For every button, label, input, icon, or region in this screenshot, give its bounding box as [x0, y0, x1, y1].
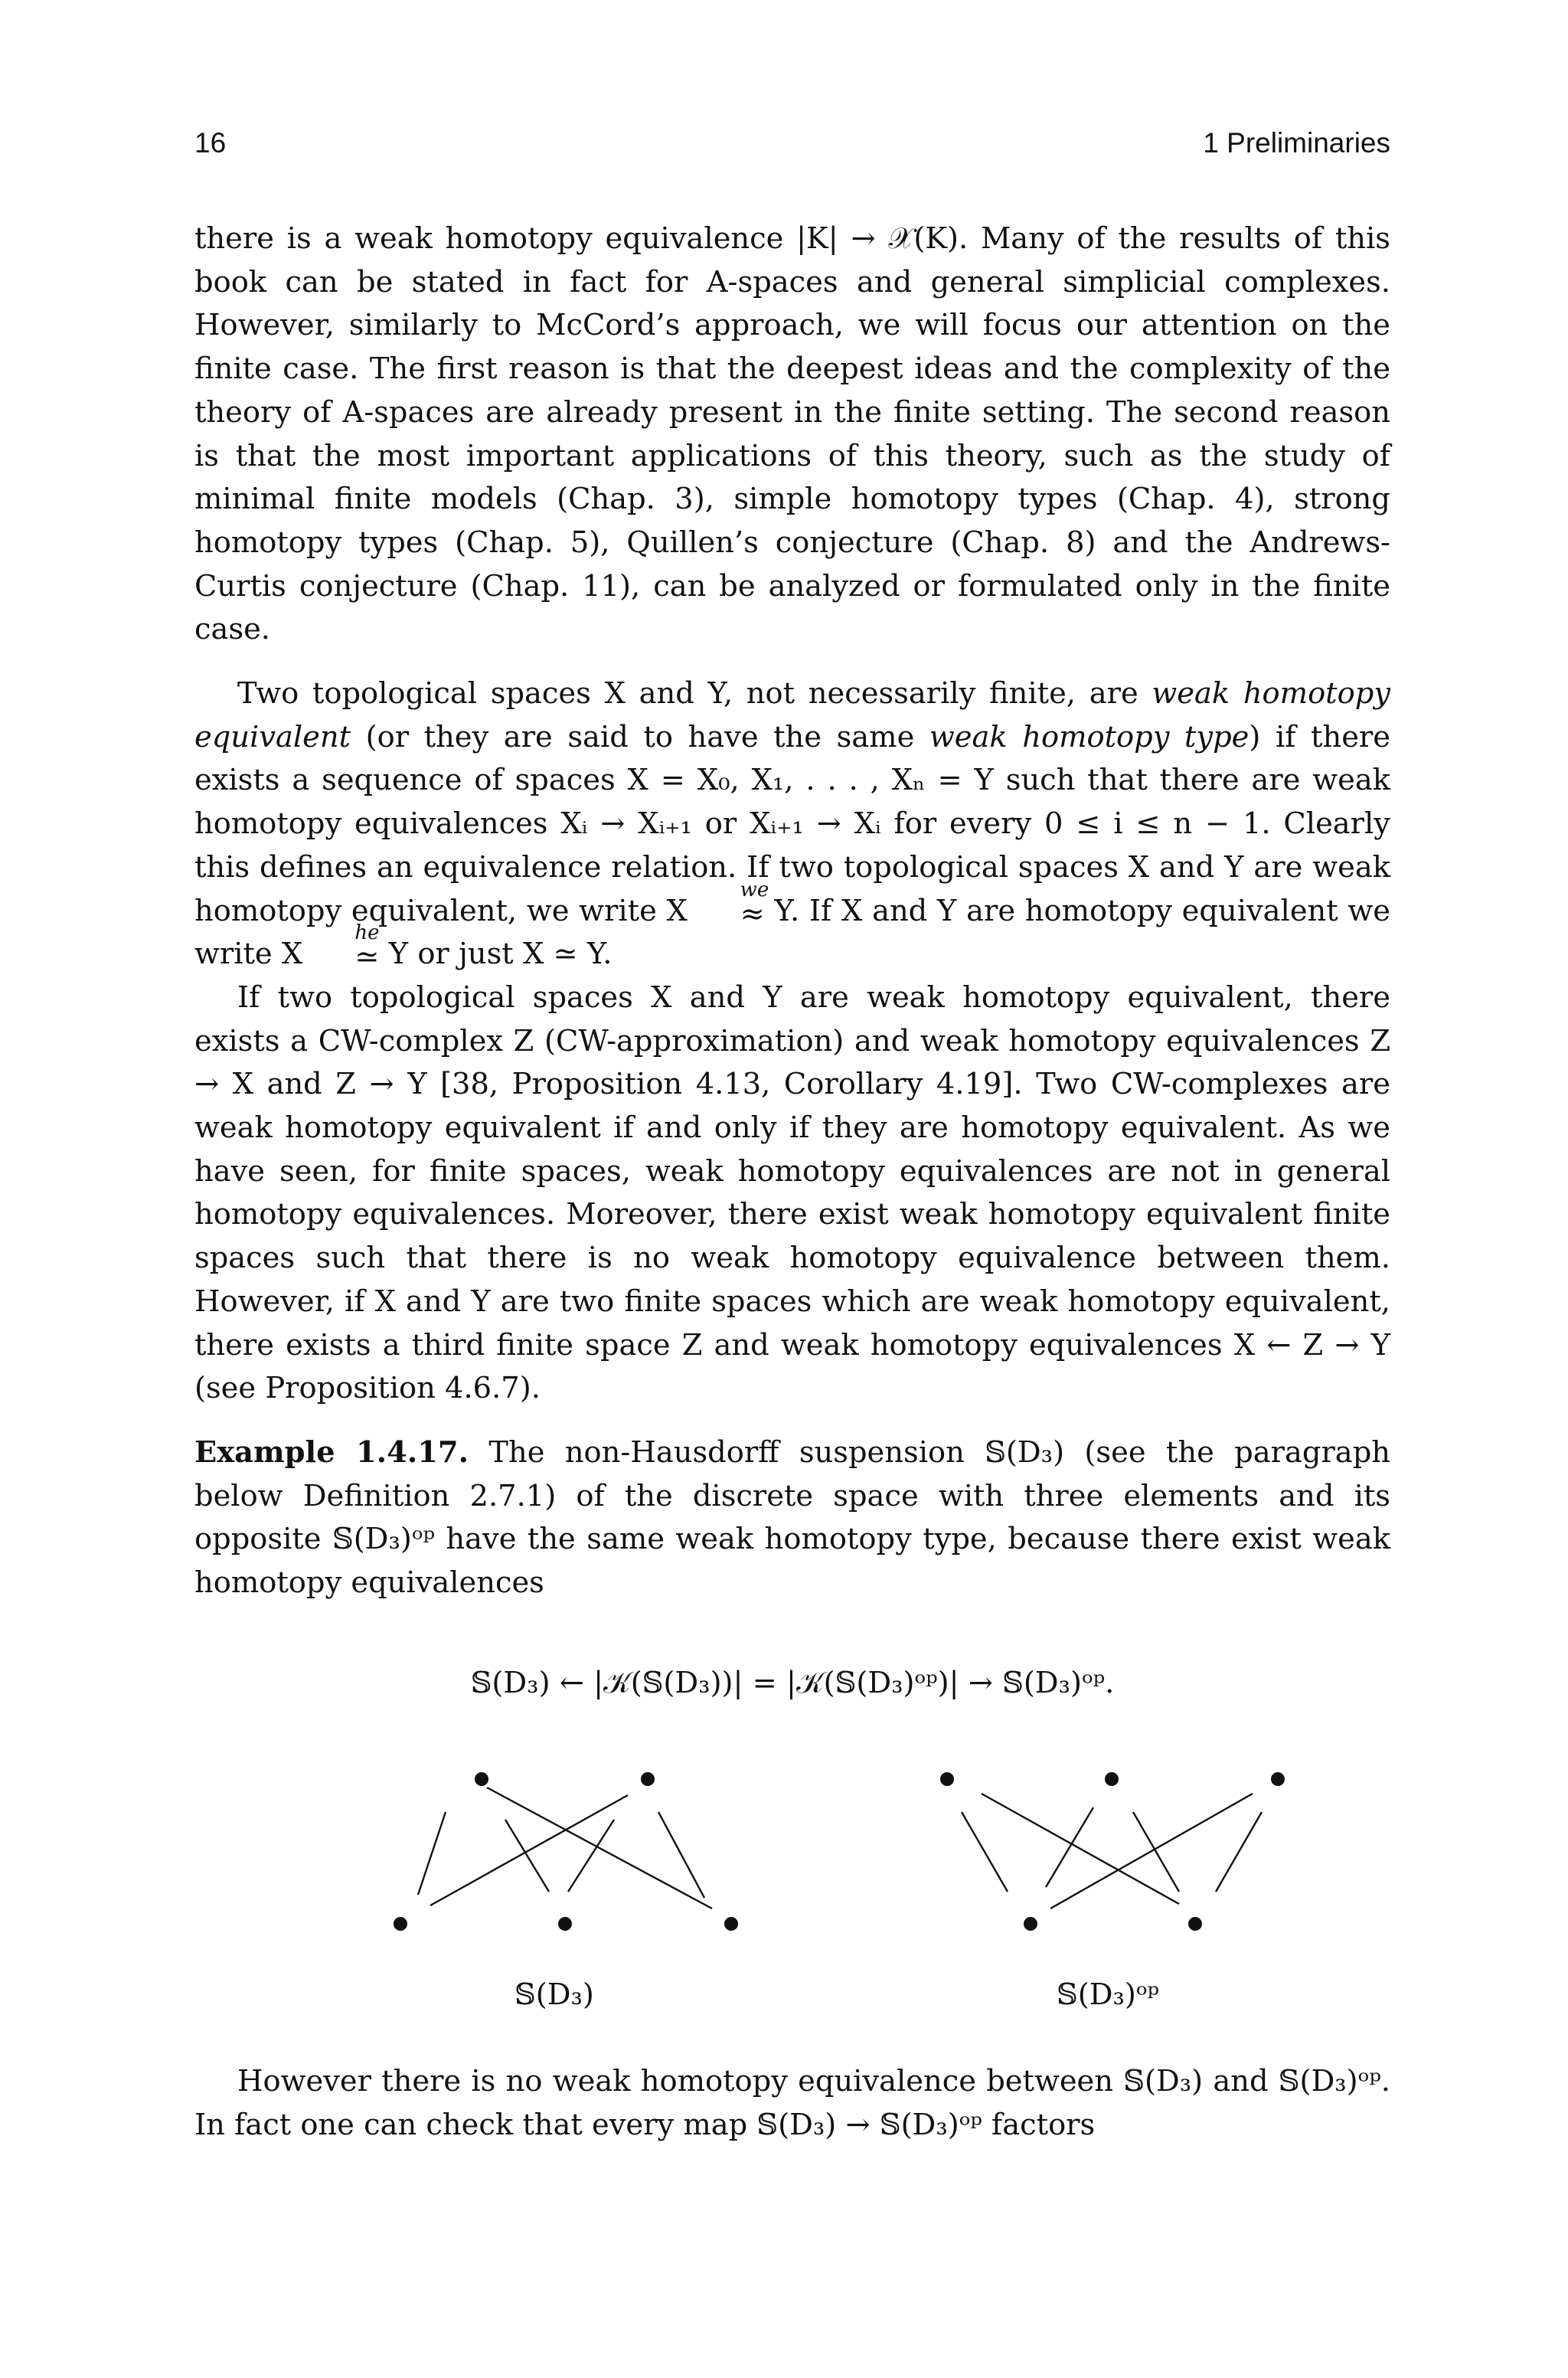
- point: [1105, 1772, 1119, 1786]
- he-symbol: ≃: [354, 940, 380, 975]
- he-label: he: [354, 921, 380, 945]
- page-number: 16: [194, 127, 227, 159]
- term-weak-homotopy-type: weak homotopy type: [929, 719, 1250, 754]
- edge: [430, 1795, 628, 1905]
- point: [940, 1772, 954, 1786]
- we-label: we: [740, 878, 769, 901]
- edge: [1133, 1812, 1179, 1892]
- edge: [1050, 1794, 1253, 1909]
- point: [394, 1917, 407, 1931]
- point: [1271, 1772, 1285, 1786]
- left-diagram-caption: 𝕊(D₃): [514, 1977, 594, 2012]
- term-weak-homotopy-equivalent: weak homotopy equivalent: [194, 676, 1390, 754]
- display-equation: 𝕊(D₃) ← |𝒦(𝕊(D₃))| = |𝒦(𝕊(D₃)ᵒᵖ)| → 𝕊(D₃)ᵒᵖ.: [470, 1666, 1115, 1700]
- edge: [658, 1812, 704, 1898]
- example-label: Example 1.4.17.: [194, 1434, 469, 1470]
- edge: [1216, 1812, 1262, 1892]
- edge: [418, 1812, 446, 1895]
- paragraph-2-part-c: ) if there exists a sequence of spaces X = X₀, X₁, . . . , Xₙ = Y such that there are weak homotopy equivalences Xᵢ → Xᵢ₊₁ or Xᵢ₊₁ → Xᵢ for every 0 ≤ i ≤ n − 1. Clearly this defines an equivalence relation. If two topological spaces X and Y are weak homotopy equivalent, we write X: [194, 719, 1390, 928]
- left-hasse-diagram: [418, 1788, 712, 1909]
- paragraph-1: there is a weak homotopy equivalence |K| → 𝒳(K). Many of the results of this book can be stated in fact for A-spaces and general simplicial complexes. However, similarly to McCord’s approach, we will focus our attention on the finite case. The first reason is that the deepest ideas and the complexity of the theory of A-spaces are already present in the finite setting. The second reason is that the most important applications of this theory, such as the study of minimal finite models (Chap. 3), simple homotopy types (Chap. 4), strong homotopy types (Chap. 5), Quillen’s conjecture (Chap. 8) and the Andrews-Curtis conjecture (Chap. 11), can be analyzed or formulated only in the finite case.: [194, 221, 1390, 647]
- edge: [1046, 1807, 1093, 1887]
- right-diagram-points: [940, 1772, 1285, 1931]
- paragraph-2-part-a: Two topological spaces X and Y, not necessarily finite, are: [237, 676, 1152, 711]
- example-text: The non-Hausdorff suspension 𝕊(D₃) (see the paragraph below Definition 2.7.1) of the discrete space with three elements and its opposite 𝕊(D₃)ᵒᵖ have the same weak homotopy type, because there exist weak homotopy equivalences: [194, 1434, 1391, 1601]
- right-diagram-caption: 𝕊(D₃)ᵒᵖ: [1057, 1977, 1159, 2012]
- edge: [568, 1820, 614, 1892]
- point: [1188, 1917, 1202, 1931]
- paragraph-2-part-b: (or they are said to have the same: [351, 719, 929, 754]
- point: [475, 1772, 488, 1786]
- point: [641, 1772, 655, 1786]
- left-diagram-points: [394, 1772, 738, 1931]
- paragraph-4: However there is no weak homotopy equivalence between 𝕊(D₃) and 𝕊(D₃)ᵒᵖ. In fact one can check that every map 𝕊(D₃) → 𝕊(D₃)ᵒᵖ factors: [194, 2064, 1390, 2142]
- we-symbol: ≈: [740, 896, 765, 931]
- running-head-chapter: 1 Preliminaries: [1203, 127, 1390, 159]
- paragraph-2-part-e: Y or just X ≃ Y.: [379, 937, 612, 972]
- edge: [982, 1794, 1179, 1904]
- point: [1024, 1917, 1037, 1931]
- edge: [505, 1820, 549, 1892]
- point: [558, 1917, 572, 1931]
- paragraph-3: If two topological spaces X and Y are weak homotopy equivalent, there exists a CW-complex Z (CW-approximation) and weak homotopy equivalences Z → X and Z → Y [38, Proposition 4.13, Corollary 4.19]. Two CW-complexes are weak homotopy equivalent if and only if they are homotopy equivalent. As we have seen, for finite spaces, weak homotopy equivalences are not in general homotopy equivalences. Moreover, there exist weak homotopy equivalent finite spaces such that there is no weak homotopy equivalence between them. However, if X and Y are two finite spaces which are weak homotopy equivalent, there exists a third finite space Z and weak homotopy equivalences X ← Z → Y (see Proposition 4.6.7).: [194, 980, 1390, 1406]
- closing-text: [194, 2060, 1390, 2147]
- point: [724, 1917, 738, 1931]
- edge: [962, 1812, 1008, 1892]
- paragraph-2-part-d: Y. If X and Y are homotopy equivalent we write X: [194, 893, 1391, 972]
- right-hasse-diagram: [962, 1794, 1262, 1909]
